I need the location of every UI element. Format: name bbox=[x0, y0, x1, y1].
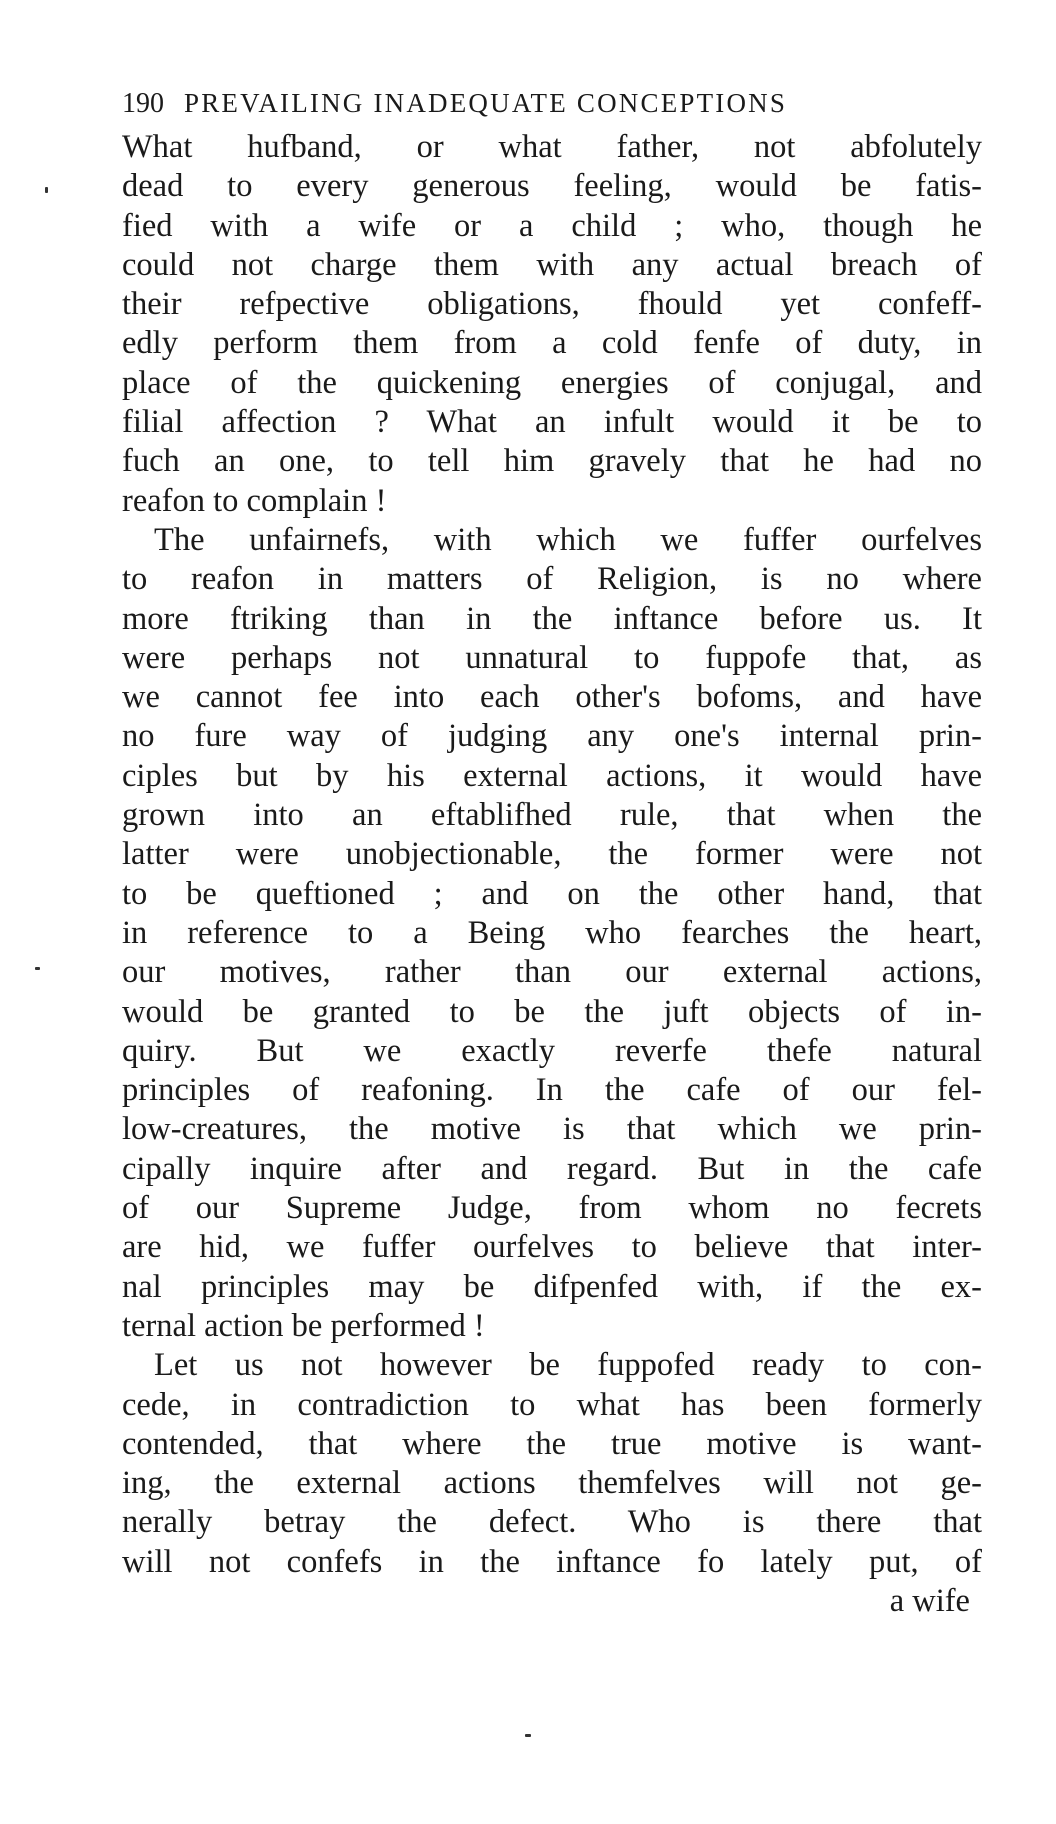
text-line: their refpective obligations, fhould yet confeff- bbox=[122, 286, 982, 323]
page-number: 190 bbox=[122, 88, 164, 119]
text-line: we cannot fee into each other's bofoms, and have bbox=[122, 679, 982, 716]
paragraph bbox=[122, 1346, 982, 1582]
text-line: fuch an one, to tell him gravely that he had no bbox=[122, 443, 982, 480]
text-line: would be granted to be the juft objects of in- bbox=[122, 993, 982, 1030]
text-line: more ftriking than in the inftance before us. It bbox=[122, 600, 982, 637]
text-line: will not confefs in the inftance fo lately put, of bbox=[122, 1543, 982, 1580]
text-line: What hufband, or what father, not abfolutely bbox=[122, 129, 982, 165]
text-line: ciples but by his external actions, it would have bbox=[122, 757, 982, 794]
text-line: nerally betray the defect. Who is there that bbox=[122, 1504, 982, 1541]
text-line: were perhaps not unnatural to fuppofe that, as bbox=[122, 639, 982, 676]
text-line: cipally inquire after and regard. But in the cafe bbox=[122, 1150, 982, 1187]
text-line: no fure way of judging any one's internal prin- bbox=[122, 718, 982, 755]
text-line: fied with a wife or a child ; who, though he bbox=[122, 207, 982, 244]
text-line: cede, in contradiction to what has been formerly bbox=[122, 1386, 982, 1423]
text-line: grown into an eftablifhed rule, that when the bbox=[122, 797, 982, 834]
text-line: are hid, we fuffer ourfelves to believe that inter- bbox=[122, 1229, 982, 1266]
body-text bbox=[122, 128, 982, 1582]
text-line: to be queftioned ; and on the other hand, that bbox=[122, 875, 982, 912]
print-speck bbox=[35, 967, 40, 970]
text-line: our motives, rather than our external actions, bbox=[122, 954, 982, 991]
text-line: reafon to complain ! bbox=[122, 482, 387, 519]
text-line: could not charge them with any actual breach of bbox=[122, 246, 982, 283]
print-speck bbox=[45, 187, 48, 193]
paragraph bbox=[122, 128, 982, 521]
text-line: latter were unobjectionable, the former were not bbox=[122, 836, 982, 873]
text-line: in reference to a Being who fearches the heart, bbox=[122, 914, 982, 951]
running-head bbox=[122, 88, 982, 120]
text-line: The unfairnefs, with which we fuffer ourfelves bbox=[154, 521, 982, 558]
text-line: ternal action be performed ! bbox=[122, 1307, 485, 1344]
running-title: PREVAILING INADEQUATE CONCEPTIONS bbox=[184, 88, 788, 118]
book-page bbox=[122, 88, 982, 1621]
text-line: principles of reafoning. In the cafe of our fel- bbox=[122, 1072, 982, 1109]
text-line: dead to every generous feeling, would be fatis- bbox=[122, 168, 982, 205]
text-line: quiry. But we exactly reverfe thefe natural bbox=[122, 1032, 982, 1069]
paragraph bbox=[122, 521, 982, 1346]
catchword: a wife bbox=[889, 1582, 970, 1619]
text-line: edly perform them from a cold fenfe of duty, in bbox=[122, 325, 982, 362]
text-line: Let us not however be fuppofed ready to con- bbox=[154, 1347, 982, 1384]
text-line: low-creatures, the motive is that which we prin- bbox=[122, 1111, 982, 1148]
text-line: nal principles may be difpenfed with, if the ex- bbox=[122, 1268, 982, 1305]
text-line: ing, the external actions themfelves will not ge- bbox=[122, 1465, 982, 1502]
text-line: contended, that where the true motive is want- bbox=[122, 1425, 982, 1462]
text-line: filial affection ? What an infult would it be to bbox=[122, 404, 982, 441]
text-line: of our Supreme Judge, from whom no fecrets bbox=[122, 1190, 982, 1227]
text-line: place of the quickening energies of conjugal, and bbox=[122, 364, 982, 401]
print-speck bbox=[525, 1734, 531, 1737]
text-line: to reafon in matters of Religion, is no where bbox=[122, 561, 982, 598]
